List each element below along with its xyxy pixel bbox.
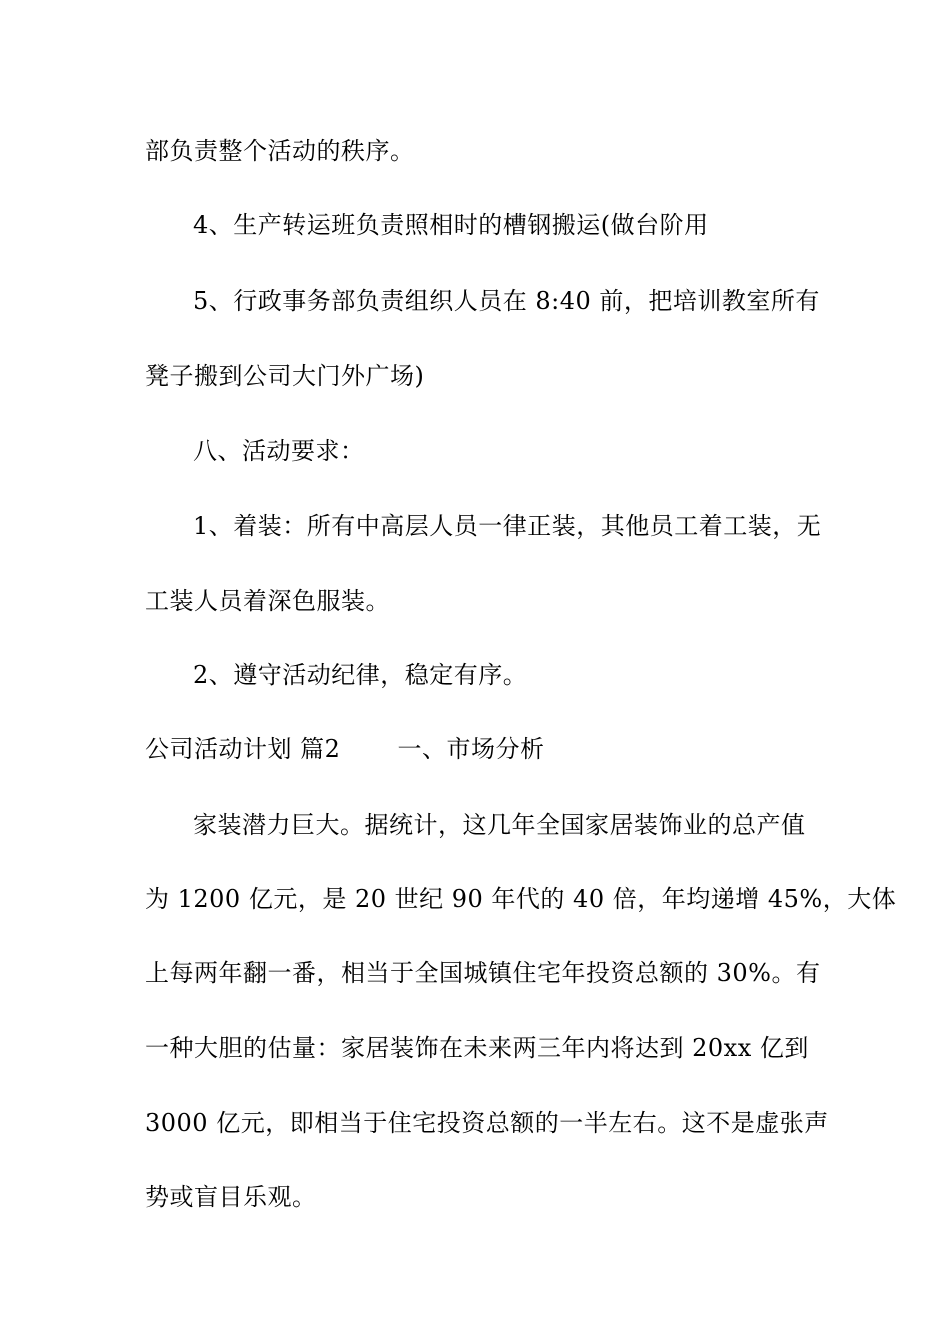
text-line-15: 势或盲目乐观。 (145, 1183, 317, 1211)
text-line-10: 家装潜力巨大。据统计，这几年全国家居装饰业的总产值 (193, 811, 806, 839)
text-line-4: 凳子搬到公司大门外广场) (145, 362, 425, 390)
text-line-3: 5、行政事务部负责组织人员在 8:40 前，把培训教室所有 (193, 287, 820, 315)
text-line-5: 八、活动要求： (193, 437, 365, 465)
text-line-13: 一种大胆的估量：家居装饰在未来两三年内将达到 20xx 亿到 (145, 1034, 809, 1062)
text-line-14: 3000 亿元，即相当于住宅投资总额的一半左右。这不是虚张声 (145, 1109, 829, 1137)
text-line-11: 为 1200 亿元，是 20 世纪 90 年代的 40 倍，年均递增 45%，大体 (145, 885, 897, 913)
text-line-12: 上每两年翻一番，相当于全国城镇住宅年投资总额的 30%。有 (145, 959, 821, 987)
section-heading: 公司活动计划 篇2 一、市场分析 (145, 735, 545, 763)
text-line-8: 2、遵守活动纪律，稳定有序。 (193, 661, 528, 689)
text-line-1: 部负责整个活动的秩序。 (145, 137, 415, 165)
text-line-6: 1、着装：所有中高层人员一律正装，其他员工着工装，无 (193, 512, 822, 540)
text-line-7: 工装人员着深色服装。 (145, 587, 390, 615)
text-line-2: 4、生产转运班负责照相时的槽钢搬运(做台阶用 (193, 211, 709, 239)
